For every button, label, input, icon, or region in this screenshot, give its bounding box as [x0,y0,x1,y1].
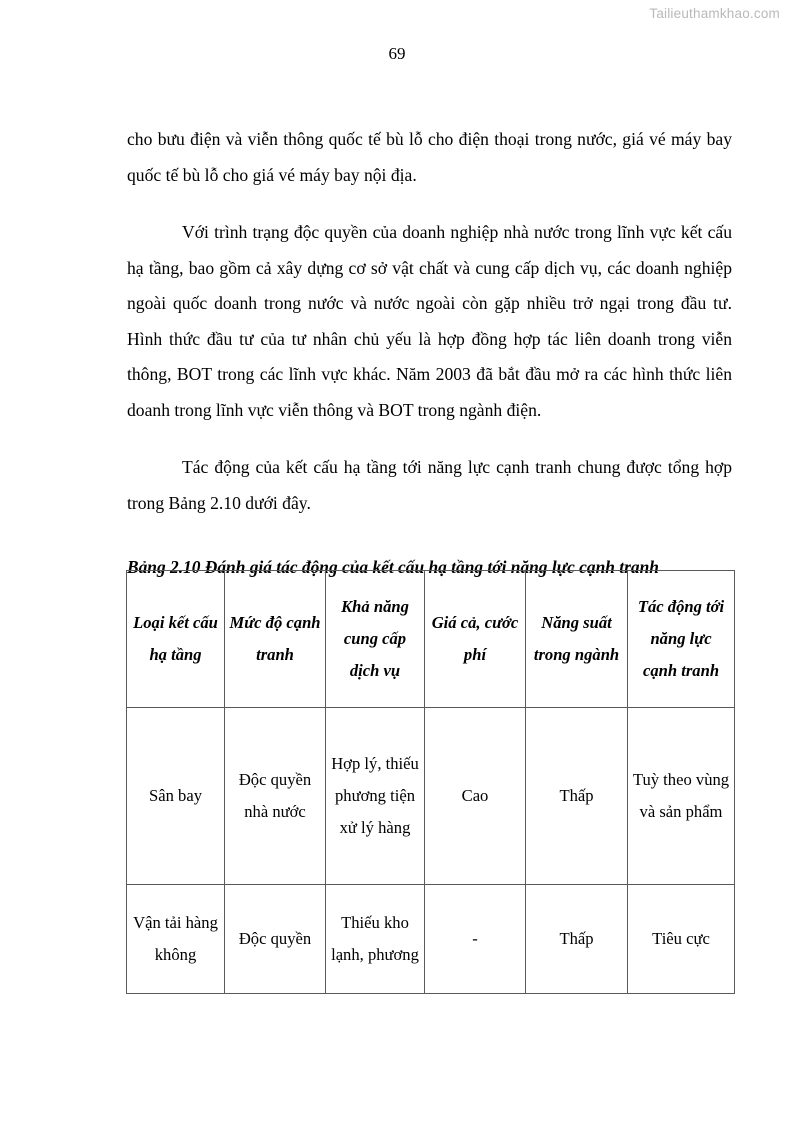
table-header-cell-nang-suat: Năng suất trong ngành [526,571,628,708]
table-cell-tac-dong: Tiêu cực [628,885,735,994]
table-cell-loai-ket-cau: Sân bay [127,708,225,885]
table-cell-gia-ca-cuoc-phi: - [425,885,526,994]
table-header-cell-loai-ket-cau: Loại kết cấu hạ tầng [127,571,225,708]
table-caption: Bảng 2.10 Đánh giá tác động của kết cấu hạ tầng tới năng lực cạnh tranh [127,557,659,577]
table-cell-loai-ket-cau: Vận tải hàng không [127,885,225,994]
paragraph-3: Tác động của kết cấu hạ tầng tới năng lực cạnh tranh chung được tổng hợp trong Bảng 2.10 dưới đây. [127,457,732,513]
page-number: 69 [388,44,406,63]
table-cell-kha-nang-cung-cap: Hợp lý, thiếu phương tiện xử lý hàng [326,708,425,885]
table-cell-tac-dong: Tuỳ theo vùng và sản phẩm [628,708,735,885]
table-cell-kha-nang-cung-cap: Thiếu kho lạnh, phương [326,885,425,994]
table-header-cell-kha-nang-cung-cap: Khả năng cung cấp dịch vụ [326,571,425,708]
table-header-cell-gia-ca-cuoc-phi: Giá cả, cước phí [425,571,526,708]
table-cell-nang-suat: Thấp [526,708,628,885]
table-container [126,570,734,994]
paragraph-1: cho bưu điện và viễn thông quốc tế bù lỗ cho điện thoại trong nước, giá vé máy bay quốc tế bù lỗ cho giá vé máy bay nội địa. [127,129,732,185]
table-cell-muc-do-canh-tranh: Độc quyền [225,885,326,994]
table-header-row [127,571,735,708]
watermark-text: Tailieuthamkhao.com [649,6,780,21]
table-cell-muc-do-canh-tranh: Độc quyền nhà nước [225,708,326,885]
infrastructure-impact-table [126,570,735,994]
table-header-cell-tac-dong: Tác động tới năng lực cạnh tranh [628,571,735,708]
body-content [127,122,732,579]
table-row [127,885,735,994]
table-header-cell-muc-do-canh-tranh: Mức độ cạnh tranh [225,571,326,708]
paragraph-2: Với trình trạng độc quyền của doanh nghiệp nhà nước trong lĩnh vực kết cấu hạ tầng, bao gồm cả xây dựng cơ sở vật chất và cung cấp dịch vụ, các doanh nghiệp ngoài quốc doanh trong nước và nước ngoài còn gặp nhiều trở ngại trong đầu tư. Hình thức đầu tư của tư nhân chủ yếu là hợp đồng hợp tác liên doanh trong viễn thông, BOT trong các lĩnh vực khác. Năm 2003 đã bắt đầu mở ra các hình thức liên doanh trong lĩnh vực viễn thông và BOT trong ngành điện. [127,222,732,420]
table-cell-nang-suat: Thấp [526,885,628,994]
table-cell-gia-ca-cuoc-phi: Cao [425,708,526,885]
table-row [127,708,735,885]
